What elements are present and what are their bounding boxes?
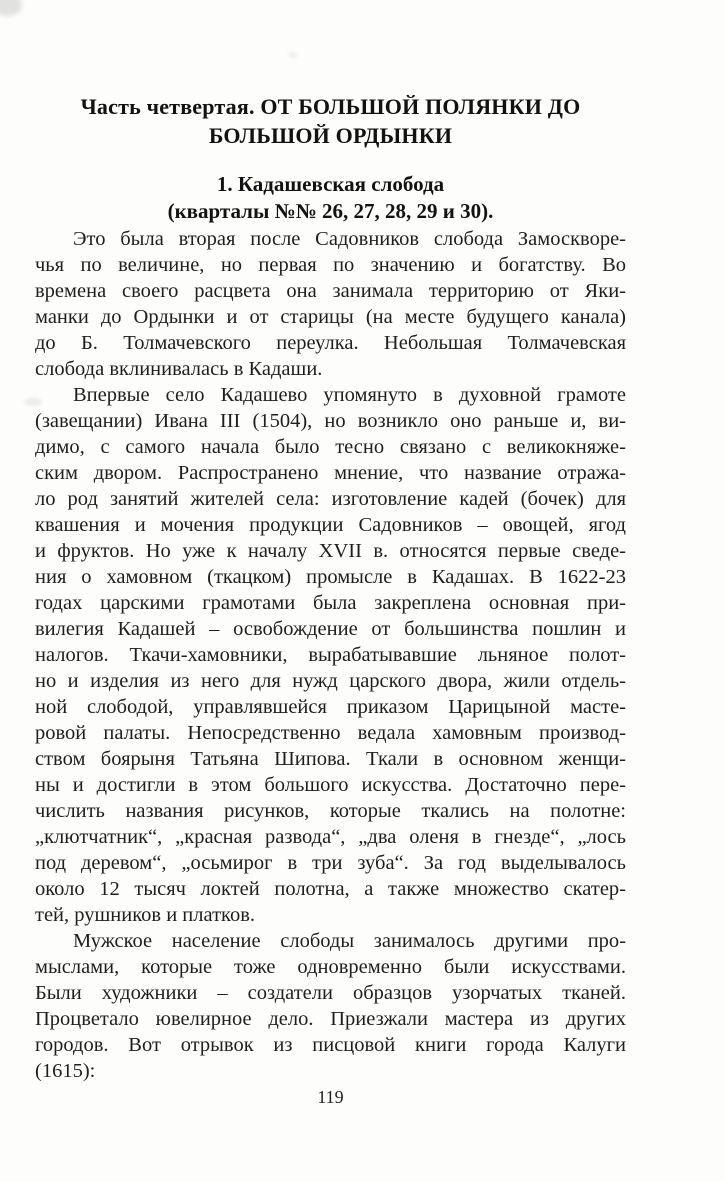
text-line: Впервые село Кадашево упомянуто в духовной грамоте bbox=[73, 384, 626, 406]
text-line: квашения и мочения продукции Садовников – овощей, ягод bbox=[35, 514, 626, 536]
heading-line: Часть четвертая. ОТ БОЛЬШОЙ ПОЛЯНКИ ДО bbox=[80, 94, 581, 119]
text-line: ния о хамовном (ткацком) промысле в Кадашах. В 1622-23 bbox=[35, 566, 626, 588]
text-line: годах царскими грамотами была закреплена основная при- bbox=[35, 592, 626, 614]
section-heading bbox=[35, 171, 626, 225]
text-line: Мужское население слободы занималось другими про- bbox=[73, 930, 626, 952]
text-line: ством боярыня Татьяна Шипова. Ткали в основном женщи- bbox=[35, 748, 626, 770]
heading-line: (кварталы №№ 26, 27, 28, 29 и 30). bbox=[167, 199, 494, 223]
text-line: ло род занятий жителей села: изготовление кадей (бочек) для bbox=[35, 488, 626, 510]
part-heading bbox=[35, 92, 626, 150]
heading-line: 1. Кадашевская слобода bbox=[216, 172, 445, 196]
text-line: (завещании) Ивана III (1504), но возникло оно раньше и, ви- bbox=[35, 410, 626, 432]
scan-artifact bbox=[0, 0, 22, 16]
text-line: ной слободой, управлявшейся приказом Царицыной масте- bbox=[35, 696, 626, 718]
text-line: „клютчатник“, „красная развода“, „два оленя в гнезде“, „лось bbox=[35, 826, 626, 848]
paragraph bbox=[35, 928, 626, 1084]
text-line: времена своего расцвета она занимала территорию от Яки- bbox=[35, 280, 626, 302]
paragraph bbox=[35, 382, 626, 928]
text-line: Были художники – создатели образцов узорчатых тканей. bbox=[35, 982, 626, 1004]
text-line: димо, с самого начала было тесно связано с великокняже- bbox=[35, 436, 626, 458]
text-line: чья по величине, но первая по значению и богатству. Во bbox=[35, 254, 626, 276]
text-line: городов. Вот отрывок из писцовой книги города Калуги bbox=[35, 1034, 626, 1056]
text-line: до Б. Толмачевского переулка. Небольшая Толмачевская bbox=[35, 332, 626, 354]
page-number: 119 bbox=[317, 1087, 344, 1107]
paragraph bbox=[35, 226, 626, 382]
body-text bbox=[35, 226, 626, 1084]
text-line: (1615): bbox=[35, 1060, 96, 1082]
text-line: манки до Ордынки и от старицы (на месте будущего канала) bbox=[35, 306, 626, 328]
text-line: около 12 тысяч локтей полотна, а также множество скатер- bbox=[35, 878, 626, 900]
text-line: под деревом“, „осьмирог в три зуба“. За год выделывалось bbox=[35, 852, 626, 874]
text-line: но и изделия из него для нужд царского двора, жили отдель- bbox=[35, 670, 626, 692]
text-line: Процветало ювелирное дело. Приезжали мастера из других bbox=[35, 1008, 626, 1030]
text-line: вилегия Кадашей – освобождение от большинства пошлин и bbox=[35, 618, 626, 640]
text-line: слобода вклинивалась в Кадаши. bbox=[35, 358, 323, 380]
text-line: ровой палаты. Непосредственно ведала хамовным производ- bbox=[35, 722, 626, 744]
text-line: тей, рушников и платков. bbox=[35, 904, 256, 926]
text-line: Это была вторая после Садовников слобода Замоскворе- bbox=[73, 228, 626, 250]
heading-line: БОЛЬШОЙ ОРДЫНКИ bbox=[208, 123, 453, 148]
text-line: и фруктов. Но уже к началу XVII в. относятся первые сведе- bbox=[35, 540, 626, 562]
text-line: ны и достигли в этом большого искусства. Достаточно пере- bbox=[35, 774, 626, 796]
page-content bbox=[35, 0, 626, 1109]
text-line: налогов. Ткачи-хамовники, вырабатывавшие льняное полот- bbox=[35, 644, 626, 666]
text-line: ским двором. Распространено мнение, что название отража- bbox=[35, 462, 626, 484]
text-line: числить названия рисунков, которые ткались на полотне: bbox=[35, 800, 626, 822]
text-line: мыслами, которые тоже одновременно были искусствами. bbox=[35, 956, 626, 978]
